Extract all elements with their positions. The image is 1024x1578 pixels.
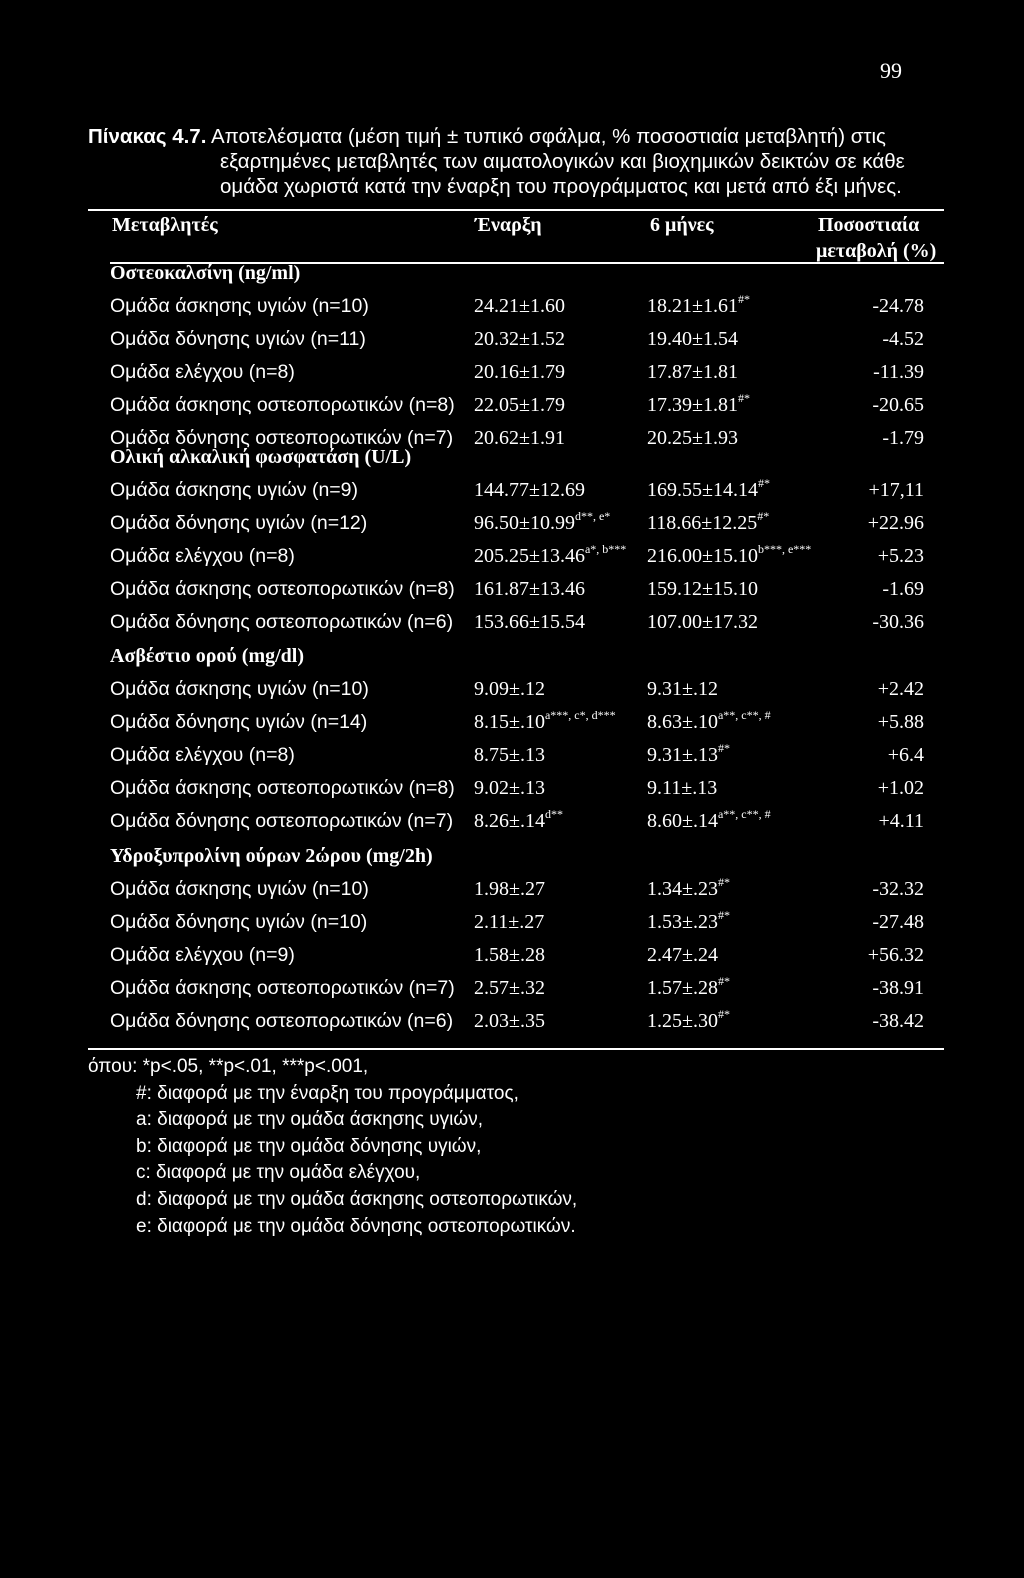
table-row bbox=[0, 328, 1024, 360]
group-name bbox=[110, 545, 295, 568]
group-name-value: Ομάδα δόνησης υγιών (n=14) bbox=[110, 711, 368, 733]
caption-line-2: εξαρτημένες μεταβλητές των αιματολογικών και βιοχημικών δεικτών σε κάθε bbox=[220, 150, 905, 173]
baseline-cell-value: 1.58±.28 bbox=[474, 944, 545, 966]
significance-marker: a***, c*, d*** bbox=[544, 708, 616, 722]
baseline-cell bbox=[474, 944, 545, 967]
table-caption bbox=[88, 124, 938, 199]
page-number: 99 bbox=[880, 58, 902, 83]
pct-change-cell-value: -38.91 bbox=[872, 977, 924, 999]
footnote-d: d: διαφορά με την ομάδα άσκησης οστεοπορωτικών, bbox=[136, 1188, 578, 1210]
six-months-cell-value: 9.31±.12 bbox=[647, 678, 718, 700]
baseline-cell bbox=[474, 807, 563, 833]
group-name bbox=[110, 810, 453, 833]
six-months-cell bbox=[647, 391, 750, 417]
pct-change-cell-value: -30.36 bbox=[872, 611, 924, 633]
table-row bbox=[0, 391, 1024, 426]
group-name bbox=[110, 328, 366, 351]
group-name bbox=[110, 911, 367, 934]
significance-marker: #* bbox=[717, 908, 730, 922]
pct-change-cell-value: -11.39 bbox=[873, 361, 924, 383]
group-name bbox=[110, 394, 455, 417]
significance-marker: b***, e*** bbox=[757, 542, 812, 556]
group-name bbox=[110, 711, 367, 734]
six-months-cell bbox=[647, 875, 730, 901]
group-name bbox=[110, 361, 295, 384]
six-months-cell bbox=[647, 908, 730, 934]
pct-change-cell-value: +56.32 bbox=[867, 944, 924, 966]
baseline-cell bbox=[474, 1010, 545, 1033]
six-months-cell bbox=[647, 678, 718, 701]
table-row bbox=[0, 807, 1024, 842]
pct-change-cell-value: -27.48 bbox=[872, 911, 924, 933]
baseline-cell-value: 9.09±.12 bbox=[474, 678, 545, 700]
baseline-cell bbox=[474, 878, 545, 901]
group-name-value: Ομάδα ελέγχου (n=8) bbox=[110, 744, 295, 766]
pct-change-cell-value: +2.42 bbox=[877, 678, 924, 700]
pct-change-cell bbox=[868, 944, 924, 967]
six-months-cell-value: 9.11±.13 bbox=[647, 777, 718, 799]
six-months-cell bbox=[647, 611, 758, 634]
pct-change-cell bbox=[882, 578, 924, 601]
section-title: Ασβέστιο ορού (mg/dl) bbox=[110, 645, 305, 667]
six-months-cell-value: 118.66±12.25 bbox=[647, 512, 758, 534]
baseline-cell-value: 144.77±12.69 bbox=[474, 479, 585, 501]
table-row bbox=[0, 578, 1024, 610]
group-name-value: Ομάδα άσκησης υγιών (n=10) bbox=[110, 678, 369, 700]
baseline-cell-value: 1.98±.27 bbox=[474, 878, 545, 900]
baseline-cell bbox=[474, 611, 585, 634]
group-name-value: Ομάδα ελέγχου (n=8) bbox=[110, 361, 295, 383]
group-name-value: Ομάδα δόνησης υγιών (n=11) bbox=[110, 328, 366, 350]
six-months-cell-value: 9.31±.13 bbox=[647, 744, 718, 766]
pct-change-cell bbox=[873, 361, 924, 384]
baseline-cell-value: 205.25±13.46 bbox=[474, 545, 585, 567]
group-name bbox=[110, 578, 455, 601]
table-row bbox=[0, 292, 1024, 327]
group-name-value: Ομάδα δόνησης υγιών (n=10) bbox=[110, 911, 368, 933]
table-row bbox=[0, 741, 1024, 776]
six-months-cell-value: 18.21±1.61 bbox=[647, 295, 738, 317]
baseline-cell-value: 96.50±10.99 bbox=[474, 512, 575, 534]
six-months-cell bbox=[647, 974, 730, 1000]
header-six-months: 6 μήνες bbox=[650, 214, 714, 236]
group-name-value: Ομάδα άσκησης οστεοπορωτικών (n=8) bbox=[110, 777, 455, 799]
baseline-cell-value: 2.03±.35 bbox=[474, 1010, 545, 1032]
baseline-cell bbox=[474, 744, 545, 767]
six-months-cell bbox=[647, 741, 730, 767]
baseline-cell bbox=[474, 361, 565, 384]
table-row bbox=[0, 944, 1024, 976]
pct-change-cell-value: +5.23 bbox=[877, 545, 924, 567]
caption-line-1: Αποτελέσματα (μέση τιμή ± τυπικό σφάλμα, % ποσοστιαία μεταβλητή) στις bbox=[210, 125, 886, 148]
six-months-cell bbox=[647, 578, 758, 601]
group-name-value: Ομάδα ελέγχου (n=8) bbox=[110, 545, 295, 567]
pct-change-cell bbox=[872, 1010, 924, 1033]
pct-change-cell bbox=[872, 394, 924, 417]
pct-change-cell-value: -1.79 bbox=[882, 427, 924, 449]
six-months-cell-value: 19.40±1.54 bbox=[647, 328, 738, 350]
six-months-cell bbox=[647, 427, 738, 450]
table-row bbox=[0, 509, 1024, 544]
six-months-cell-value: 107.00±17.32 bbox=[647, 611, 758, 633]
pct-change-cell-value: -38.42 bbox=[872, 1010, 924, 1032]
six-months-cell bbox=[647, 292, 750, 318]
pct-change-cell bbox=[868, 512, 924, 535]
header-pct-change-2: μεταβολή (%) bbox=[816, 240, 937, 262]
six-months-cell-value: 216.00±15.10 bbox=[647, 545, 758, 567]
group-name bbox=[110, 777, 455, 800]
group-name-value: Ομάδα άσκησης οστεοπορωτικών (n=7) bbox=[110, 977, 455, 999]
group-name bbox=[110, 512, 367, 535]
group-name bbox=[110, 1010, 453, 1033]
section-title: Οστεοκαλσίνη (ng/ml) bbox=[110, 262, 301, 284]
pct-change-cell bbox=[878, 777, 924, 800]
six-months-cell-value: 2.47±.24 bbox=[647, 944, 718, 966]
six-months-cell bbox=[647, 1007, 730, 1033]
baseline-cell-value: 8.15±.10 bbox=[474, 711, 545, 733]
six-months-cell-value: 169.55±14.14 bbox=[647, 479, 758, 501]
group-name bbox=[110, 944, 295, 967]
baseline-cell bbox=[474, 542, 627, 568]
group-name bbox=[110, 479, 358, 502]
group-name-value: Ομάδα δόνησης οστεοπορωτικών (n=6) bbox=[110, 1010, 454, 1032]
six-months-cell-value: 1.57±.28 bbox=[647, 977, 718, 999]
six-months-cell bbox=[647, 361, 738, 384]
significance-marker: d**, e* bbox=[574, 509, 611, 523]
pct-change-cell bbox=[878, 711, 924, 734]
pct-change-cell bbox=[882, 328, 924, 351]
footnote-b: b: διαφορά με την ομάδα δόνησης υγιών, bbox=[136, 1135, 482, 1157]
table-row bbox=[0, 708, 1024, 743]
baseline-cell-value: 8.75±.13 bbox=[474, 744, 545, 766]
baseline-cell bbox=[474, 578, 585, 601]
significance-marker: d** bbox=[544, 807, 563, 821]
pct-change-cell bbox=[872, 878, 924, 901]
six-months-cell-value: 20.25±1.93 bbox=[647, 427, 738, 449]
pct-change-cell bbox=[878, 545, 924, 568]
group-name-value: Ομάδα άσκησης υγιών (n=9) bbox=[110, 479, 359, 501]
group-name-value: Ομάδα άσκησης οστεοπορωτικών (n=8) bbox=[110, 394, 455, 416]
significance-marker: a*, b*** bbox=[584, 542, 627, 556]
six-months-cell bbox=[647, 509, 770, 535]
footnote-e: e: διαφορά με την ομάδα δόνησης οστεοπορωτικών. bbox=[136, 1215, 576, 1237]
baseline-cell bbox=[474, 777, 545, 800]
six-months-cell-value: 1.53±.23 bbox=[647, 911, 718, 933]
footnote-a: a: διαφορά με την ομάδα άσκησης υγιών, bbox=[136, 1109, 483, 1131]
significance-marker: #* bbox=[737, 391, 750, 405]
pct-change-cell-value: -32.32 bbox=[872, 878, 924, 900]
significance-marker: a**, c**, # bbox=[717, 807, 771, 821]
group-name-value: Ομάδα άσκησης οστεοπορωτικών (n=8) bbox=[110, 578, 455, 600]
significance-marker: #* bbox=[737, 292, 750, 306]
section-title: Ολική αλκαλική φωσφατάση (U/L) bbox=[110, 446, 412, 468]
pct-change-cell bbox=[872, 295, 924, 318]
section-title: Υδροξυπρολίνη ούρων 2ώρου (mg/2h) bbox=[110, 845, 433, 867]
significance-marker: a**, c**, # bbox=[717, 708, 771, 722]
group-name bbox=[110, 977, 455, 1000]
table-row bbox=[0, 908, 1024, 943]
pct-change-cell bbox=[868, 479, 924, 502]
significance-marker: #* bbox=[717, 741, 730, 755]
baseline-cell bbox=[474, 509, 611, 535]
table-top-rule bbox=[88, 209, 944, 211]
header-variables: Μεταβλητές bbox=[112, 214, 218, 236]
group-name bbox=[110, 878, 369, 901]
group-name-value: Ομάδα άσκησης υγιών (n=10) bbox=[110, 878, 369, 900]
caption-line-3: ομάδα χωριστά κατά την έναρξη του προγράμματος και μετά από έξι μήνες. bbox=[220, 175, 902, 198]
pct-change-cell-value: +4.11 bbox=[878, 810, 924, 832]
six-months-cell-value: 17.87±1.81 bbox=[647, 361, 738, 383]
six-months-cell-value: 8.60±.14 bbox=[647, 810, 718, 832]
six-months-cell bbox=[647, 944, 718, 967]
group-name-value: Ομάδα δόνησης οστεοπορωτικών (n=6) bbox=[110, 611, 454, 633]
baseline-cell-value: 8.26±.14 bbox=[474, 810, 545, 832]
baseline-cell-value: 153.66±15.54 bbox=[474, 611, 585, 633]
baseline-cell-value: 22.05±1.79 bbox=[474, 394, 565, 416]
group-name bbox=[110, 611, 453, 634]
significance-marker: #* bbox=[757, 476, 770, 490]
six-months-cell bbox=[647, 476, 770, 502]
table-row bbox=[0, 678, 1024, 710]
group-name bbox=[110, 295, 369, 318]
significance-marker: #* bbox=[717, 875, 730, 889]
header-pct-change-1: Ποσοστιαία bbox=[818, 214, 920, 236]
table-row bbox=[0, 476, 1024, 511]
pct-change-cell bbox=[872, 911, 924, 934]
footnotes bbox=[88, 1054, 577, 1240]
table-row bbox=[0, 361, 1024, 393]
six-months-cell bbox=[647, 328, 738, 351]
table-row bbox=[0, 611, 1024, 643]
six-months-cell-value: 1.34±.23 bbox=[647, 878, 718, 900]
group-name-value: Ομάδα ελέγχου (n=9) bbox=[110, 944, 295, 966]
baseline-cell-value: 2.11±.27 bbox=[474, 911, 545, 933]
baseline-cell-value: 2.57±.32 bbox=[474, 977, 545, 999]
pct-change-cell-value: +1.02 bbox=[877, 777, 924, 799]
significance-marker: #* bbox=[757, 509, 770, 523]
pct-change-cell-value: +22.96 bbox=[867, 512, 924, 534]
table-row bbox=[0, 974, 1024, 1009]
six-months-cell bbox=[647, 807, 771, 833]
pct-change-cell-value: -24.78 bbox=[872, 295, 924, 317]
group-name-value: Ομάδα δόνησης οστεοπορωτικών (n=7) bbox=[110, 810, 454, 832]
six-months-cell-value: 17.39±1.81 bbox=[647, 394, 738, 416]
pct-change-cell bbox=[882, 427, 924, 450]
header-baseline: Έναρξη bbox=[475, 214, 542, 236]
group-name-value: Ομάδα δόνησης υγιών (n=12) bbox=[110, 512, 368, 534]
table-bottom-rule bbox=[88, 1048, 944, 1050]
pct-change-cell-value: -4.52 bbox=[882, 328, 924, 350]
six-months-cell-value: 159.12±15.10 bbox=[647, 578, 758, 600]
baseline-cell bbox=[474, 295, 565, 318]
baseline-cell-value: 9.02±.13 bbox=[474, 777, 545, 799]
baseline-cell-value: 20.16±1.79 bbox=[474, 361, 565, 383]
six-months-cell bbox=[647, 777, 717, 800]
group-name-value: Ομάδα άσκησης υγιών (n=10) bbox=[110, 295, 369, 317]
significance-marker: #* bbox=[717, 974, 730, 988]
six-months-cell-value: 1.25±.30 bbox=[647, 1010, 718, 1032]
group-name bbox=[110, 678, 369, 701]
pct-change-cell-value: +17,11 bbox=[868, 479, 924, 501]
baseline-cell bbox=[474, 427, 565, 450]
group-name bbox=[110, 744, 295, 767]
baseline-cell-value: 20.32±1.52 bbox=[474, 328, 565, 350]
pct-change-cell-value: +6.4 bbox=[887, 744, 924, 766]
baseline-cell bbox=[474, 328, 565, 351]
table-row bbox=[0, 1007, 1024, 1042]
table-label: Πίνακας 4.7. bbox=[88, 125, 207, 148]
baseline-cell bbox=[474, 678, 545, 701]
baseline-cell-value: 161.87±13.46 bbox=[474, 578, 585, 600]
pct-change-cell-value: -1.69 bbox=[882, 578, 924, 600]
baseline-cell bbox=[474, 708, 616, 734]
table-row bbox=[0, 777, 1024, 809]
pct-change-cell bbox=[888, 744, 924, 767]
pct-change-cell bbox=[878, 810, 924, 833]
baseline-cell-value: 20.62±1.91 bbox=[474, 427, 565, 449]
baseline-cell bbox=[474, 479, 585, 502]
footnote-hash: #: διαφορά με την έναρξη του προγράμματος, bbox=[136, 1082, 519, 1104]
six-months-cell bbox=[647, 708, 771, 734]
group-name-value: Ομάδα δόνησης οστεοπορωτικών (n=7) bbox=[110, 427, 454, 449]
baseline-cell bbox=[474, 977, 545, 1000]
pct-change-cell bbox=[872, 977, 924, 1000]
pct-change-cell bbox=[872, 611, 924, 634]
baseline-cell-value: 24.21±1.60 bbox=[474, 295, 565, 317]
baseline-cell bbox=[474, 394, 565, 417]
pct-change-cell-value: +5.88 bbox=[877, 711, 924, 733]
six-months-cell-value: 8.63±.10 bbox=[647, 711, 718, 733]
baseline-cell bbox=[474, 911, 544, 934]
significance-marker: #* bbox=[717, 1007, 730, 1021]
table-row bbox=[0, 542, 1024, 577]
pct-change-cell-value: -20.65 bbox=[872, 394, 924, 416]
six-months-cell bbox=[647, 542, 812, 568]
table-row bbox=[0, 875, 1024, 910]
footnote-c: c: διαφορά με την ομάδα ελέγχου, bbox=[136, 1162, 421, 1184]
footnote-significance: όπου: *p<.05, **p<.01, ***p<.001, bbox=[88, 1056, 369, 1077]
pct-change-cell bbox=[878, 678, 924, 701]
